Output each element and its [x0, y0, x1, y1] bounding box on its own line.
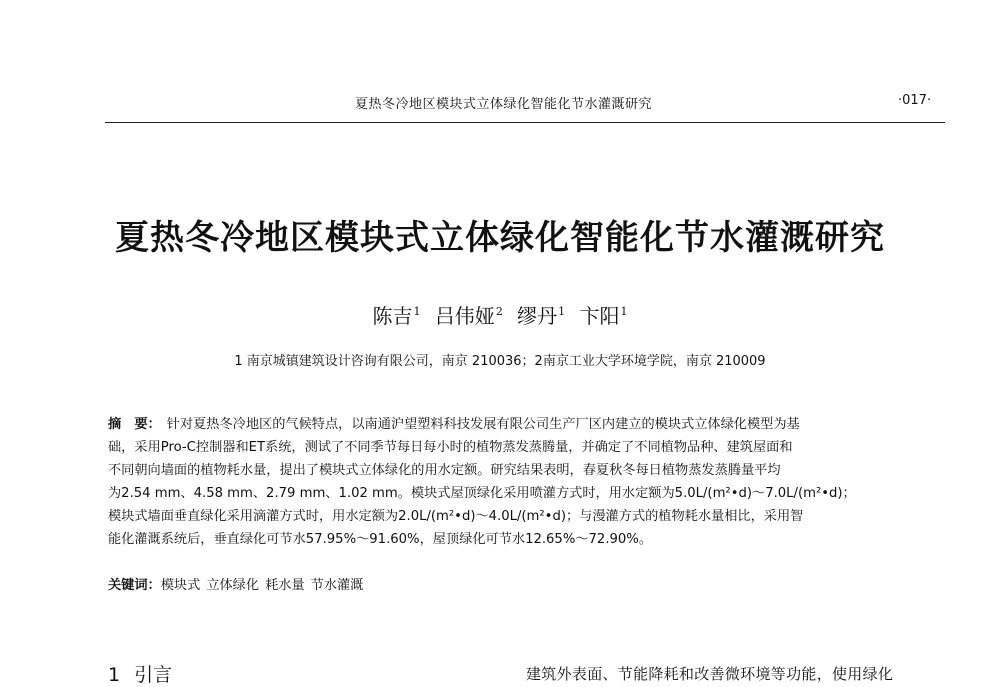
abstract-line: 不同朝向墙面的植物耗水量，提出了模块式立体绿化的用水定额。研究结果表明，春夏秋冬每日植物蒸发蒸腾量平均	[108, 463, 781, 478]
abstract-line	[108, 413, 914, 436]
author	[435, 304, 503, 328]
running-header-title: 夏热冬冷地区模块式立体绿化智能化节水灌溉研究	[355, 97, 653, 112]
abstract-line: 础，采用Pro-C控制器和ET系统，测试了不同季节每日每小时的植物蒸发蒸腾量，并确定了不同植物品种、建筑屋面和	[108, 440, 793, 455]
paper-title: 夏热冬冷地区模块式立体绿化智能化节水灌溉研究	[115, 218, 885, 258]
keyword: 耗水量	[265, 578, 305, 593]
abstract-line: 能化灌溉系统后，垂直绿化可节水57.95%～91.60%，屋顶绿化可节水12.65%～72.90%。	[108, 532, 653, 547]
body-text: 建筑外表面、节能降耗和改善微环境等功能，使用绿化	[526, 665, 894, 683]
author-name: 卞阳	[579, 304, 620, 328]
abstract-line: 为2.54 mm、4.58 mm、2.79 mm、1.02 mm。模块式屋顶绿化采用喷灌方式时，用水定额为5.0L/(m²•d)～7.0L/(m²•d)；	[108, 486, 856, 501]
author-name: 陈吉	[372, 304, 413, 328]
author-name: 缪丹	[517, 304, 558, 328]
abstract-line: 模块式墙面垂直绿化采用滴灌方式时，用水定额为2.0L/(m²•d)～4.0L/(m²•d)；与漫灌方式的植物耗水量相比，采用智	[108, 509, 804, 524]
author-affiliation-mark: 2	[495, 305, 503, 319]
abstract-text: 针对夏热冬冷地区的气候特点，以南通沪望塑料科技发展有限公司生产厂区内建立的模块式立体绿化模型为基	[166, 417, 800, 432]
keyword: 模块式	[160, 578, 201, 593]
keyword: 节水灌溉	[310, 578, 364, 593]
keywords-label: 关键词：	[108, 578, 161, 593]
keywords	[108, 574, 369, 593]
running-header	[0, 93, 1000, 115]
author	[580, 304, 628, 328]
header-rule	[105, 122, 945, 123]
author-name: 吕伟娅	[434, 304, 495, 328]
section-heading	[108, 660, 172, 687]
author-affiliation-mark: 1	[413, 305, 421, 319]
section-number: 1	[108, 664, 121, 686]
author	[372, 304, 420, 328]
keyword: 立体绿化	[206, 578, 260, 593]
author-affiliation-mark: 1	[558, 305, 566, 319]
author-list	[0, 300, 1000, 329]
author	[517, 304, 565, 328]
section-title: 引言	[134, 664, 173, 686]
affiliation: 1 南京城镇建筑设计咨询有限公司，南京 210036；2南京工业大学环境学院，南京 210009	[234, 354, 766, 369]
author-affiliation-mark: 1	[620, 305, 628, 319]
abstract	[108, 413, 914, 551]
abstract-label: 摘 要：	[108, 417, 161, 432]
page-number: ·017·	[898, 93, 932, 108]
